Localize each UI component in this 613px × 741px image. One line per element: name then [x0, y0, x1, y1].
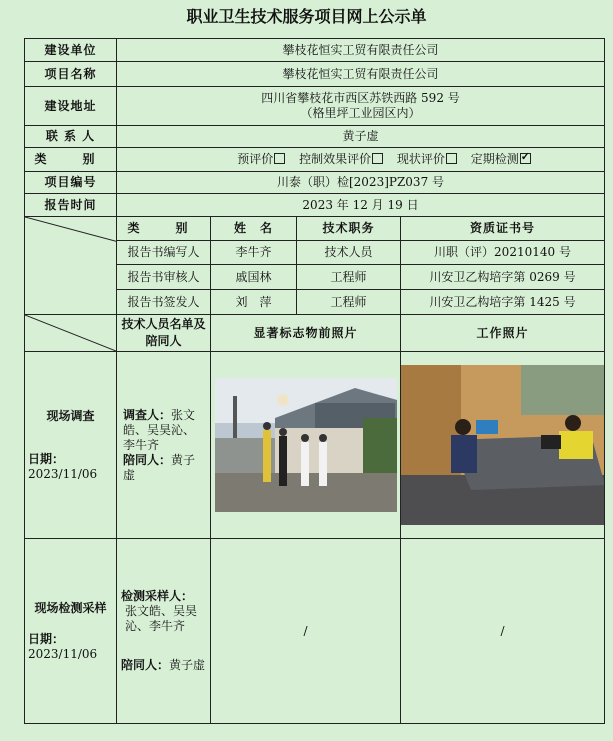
staff-name: 刘 萍 [211, 290, 297, 315]
sampling-people [117, 539, 211, 724]
survey-date-label: 日期： [28, 451, 65, 466]
staff-cert: 川职（评）20210140 号 [401, 241, 605, 265]
staff-header-name: 姓 名 [211, 217, 297, 241]
work-header: 工作照片 [401, 315, 605, 352]
survey-people [117, 352, 211, 539]
staff-role: 报告书编写人 [117, 241, 211, 265]
address-label: 建设地址 [25, 87, 117, 126]
address-line1: 四川省攀枝花市西区苏铁西路 592 号 [261, 91, 460, 105]
project-value: 攀枝花恒实工贸有限责任公司 [117, 62, 605, 87]
sampling-companion: 黄子虚 [169, 658, 206, 672]
sampling-date-label: 日期： [28, 631, 65, 646]
work-photo [401, 365, 605, 525]
code-value: 川泰（职）检[2023]PZ037 号 [117, 172, 605, 194]
samplers: 张文皓、吴昊沁、李牛齐 [125, 604, 198, 633]
sampling-work-photo: / [401, 539, 605, 724]
investigators: 张文皓、吴昊沁、李牛齐 [123, 407, 196, 452]
landmark-photo [215, 378, 397, 512]
survey-date: 2023/11/06 [28, 466, 98, 481]
sampling-label: 现场检测采样 [34, 600, 107, 615]
sampling-date: 2023/11/06 [28, 646, 98, 661]
landmark-photo-cell [211, 352, 401, 539]
address-line2: （格里坪工业园区内） [300, 106, 421, 120]
staff-title: 工程师 [297, 265, 401, 290]
survey-label: 现场调查 [46, 408, 95, 423]
sampler-label: 检测采样人： [121, 589, 194, 603]
people-header: 技术人员名单及陪同人 [117, 315, 211, 352]
type-label: 类 别 [25, 148, 117, 172]
type-options [117, 148, 605, 172]
companion: 黄子虚 [123, 452, 196, 482]
date-value: 2023 年 12 月 19 日 [117, 194, 605, 217]
staff-title: 技术人员 [297, 241, 401, 265]
checkbox-icon[interactable] [274, 153, 285, 164]
staff-name: 李牛齐 [211, 241, 297, 265]
investigator-label: 调查人： [123, 407, 172, 422]
code-label: 项目编号 [25, 172, 117, 194]
type-option-status[interactable]: 现状评价 [397, 152, 467, 166]
sampling-cell [25, 539, 117, 724]
info-table [24, 38, 605, 724]
type-option-periodic[interactable]: 定期检测✓ [471, 152, 541, 166]
type-option-pre[interactable]: 预评价 [237, 152, 295, 166]
work-photo-cell [401, 352, 605, 539]
staff-header-cert: 资质证书号 [401, 217, 605, 241]
photo-corner [25, 315, 117, 352]
staff-cert: 川安卫乙构培字第 1425 号 [401, 290, 605, 315]
unit-value: 攀枝花恒实工贸有限责任公司 [117, 39, 605, 62]
staff-role: 报告书审核人 [117, 265, 211, 290]
contact-value: 黄子虚 [117, 126, 605, 148]
staff-header-type: 类 别 [117, 217, 211, 241]
companion-label: 陪同人： [123, 452, 172, 467]
unit-label: 建设单位 [25, 39, 117, 62]
project-label: 项目名称 [25, 62, 117, 87]
sampling-companion-label: 陪同人： [121, 658, 170, 672]
type-option-control[interactable]: 控制效果评价 [299, 152, 393, 166]
staff-cert: 川安卫乙构培字第 0269 号 [401, 265, 605, 290]
staff-role: 报告书签发人 [117, 290, 211, 315]
sampling-landmark-photo: / [211, 539, 401, 724]
staff-header-title: 技术职务 [297, 217, 401, 241]
staff-name: 戚国林 [211, 265, 297, 290]
checked-checkbox-icon[interactable] [520, 153, 531, 164]
date-label: 报告时间 [25, 194, 117, 217]
staff-corner [25, 217, 117, 315]
survey-cell [25, 352, 117, 539]
staff-title: 工程师 [297, 290, 401, 315]
checkbox-icon[interactable] [446, 153, 457, 164]
page-title: 职业卫生技术服务项目网上公示单 [186, 7, 427, 26]
checkbox-icon[interactable] [372, 153, 383, 164]
landmark-header: 显著标志物前照片 [211, 315, 401, 352]
contact-label: 联 系 人 [25, 126, 117, 148]
address-value [117, 87, 605, 126]
